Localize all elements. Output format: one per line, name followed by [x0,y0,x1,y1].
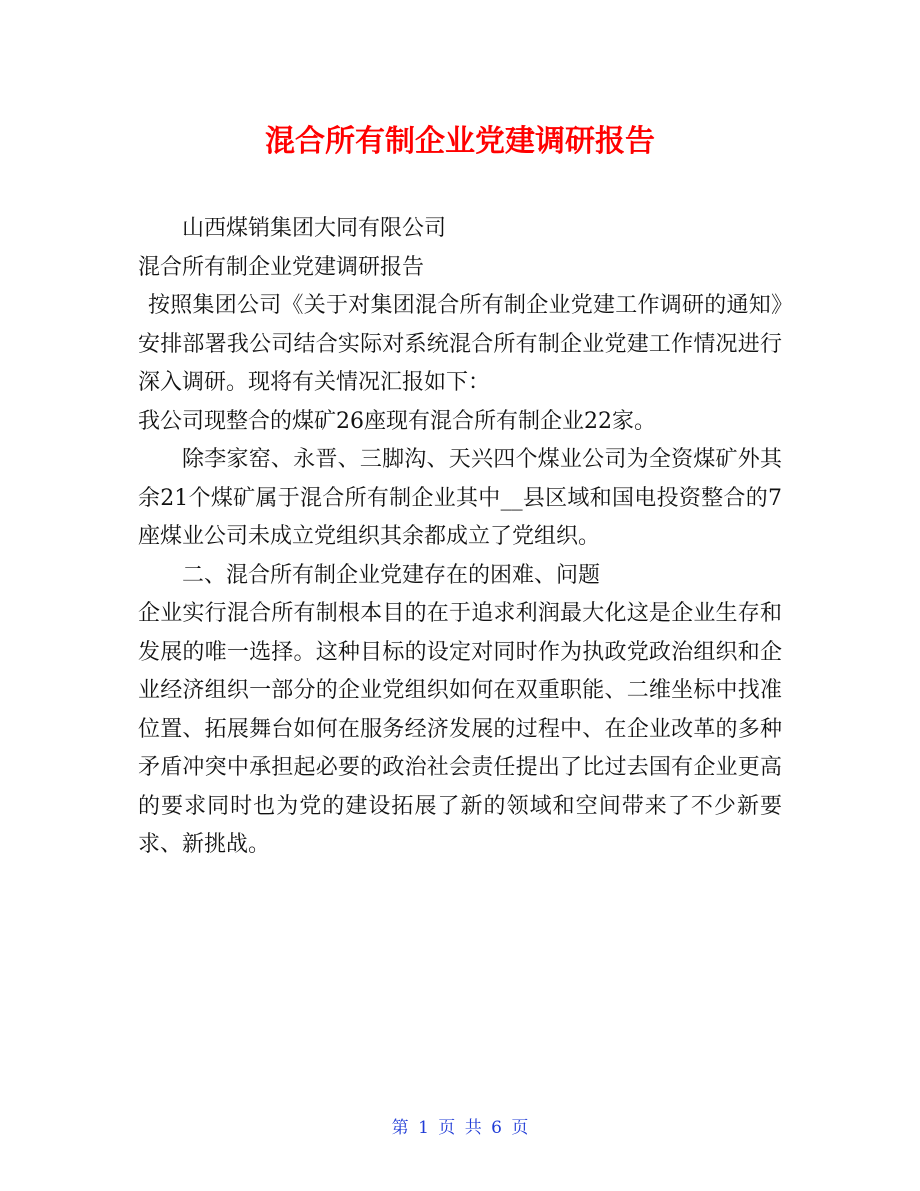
document-body [138,210,782,865]
overview-paragraph: 我公司现整合的煤矿26座现有混合所有制企业22家。 [138,408,656,434]
page-number-footer: 第 1 页 共 6 页 [391,1118,529,1138]
section-heading-2: 二、混合所有制企业党建存在的困难、问题 [182,562,601,588]
document-title: 混合所有制企业党建调研报告 [265,124,655,159]
coal-mines-paragraph: 除李家窑、永晋、三脚沟、天兴四个煤业公司为全资煤矿外其余21个煤矿属于混合所有制企业其中__县区域和国电投资整合的7座煤业公司未成立党组织其余都成立了党组织。 [138,447,782,549]
problems-paragraph: 企业实行混合所有制根本目的在于追求利润最大化这是企业生存和发展的唯一选择。这种目标的设定对同时作为执政党政治组织和企业经济组织一部分的企业党组织如何在双重职能、二维坐标中找准位置、拓展舞台如何在服务经济发展的过程中、在企业改革的多种矛盾冲突中承担起必要的政治社会责任提出了比过去国有企业更高的要求同时也为党的建设拓展了新的领域和空间带来了不少新要求、新挑战。 [138,601,782,857]
company-name: 山西煤销集团大同有限公司 [182,216,447,241]
report-subtitle: 混合所有制企业党建调研报告 [138,254,425,280]
intro-paragraph: 按照集团公司《关于对集团混合所有制企业党建工作调研的通知》安排部署我公司结合实际对系统混合所有制企业党建工作情况进行深入调研。现将有关情况汇报如下： [138,293,782,395]
